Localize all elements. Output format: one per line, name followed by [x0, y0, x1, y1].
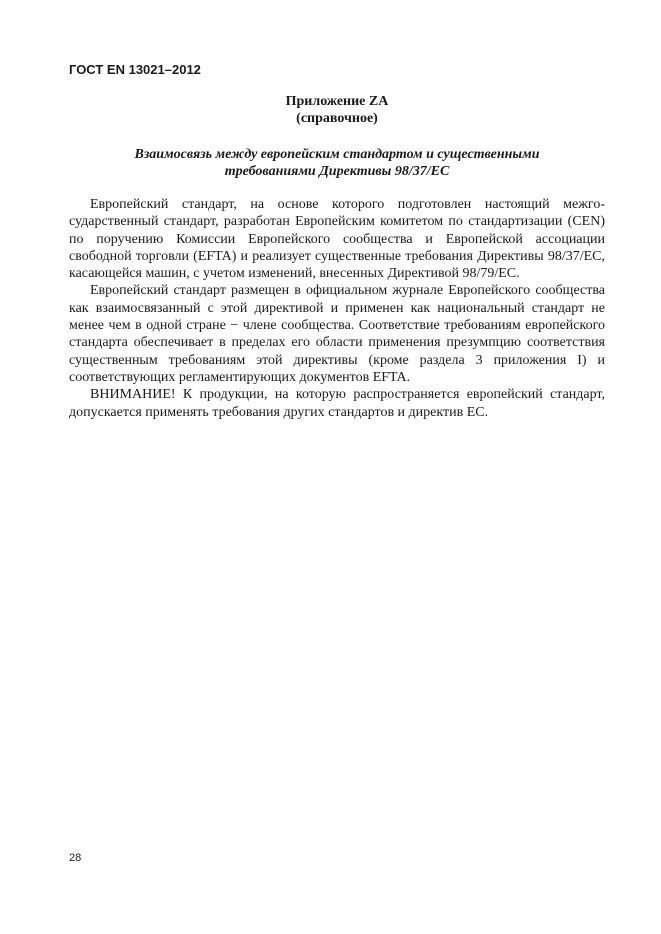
annex-title-line2: требованиями Директивы 98/37/ЕС [224, 164, 450, 179]
annex-body [69, 196, 605, 421]
body-paragraph-1: Европейский стандарт, на основе которого подготовлен настоящий межгосударственный стандарт, разработан Европейским комитетом по стандартизации (CEN) по поручению Комиссии Европейского сообщества и Европейской ассоциации свободной торговли (EFTA) и реализует существенные требования Директивы 98/37/ЕС, касающейся машин, с учетом изменений, внесенных Директивой 98/79/ЕС. [69, 197, 605, 282]
annex-heading [69, 93, 605, 127]
annex-title-line1: Взаимосвязь между европейским стандартом и существенными [134, 147, 540, 162]
page-number: 28 [69, 852, 82, 864]
annex-label: Приложение ZA [285, 94, 389, 109]
body-paragraph-2: Европейский стандарт размещен в официальном журнале Европейского сообщества как взаимосвязанный с этой директивой и применен как национальный стандарт не менее чем в одной стране − члене сообщества. Соответствие требованиям европейского стандарта обеспечивает в пределах его области применения презумпцию соответствия существенным требованиям этой директивы (кроме раздела 3 приложения I) и соответствующих регламентирующих документов EFTA. [69, 283, 605, 385]
annex-title [69, 146, 605, 180]
annex-status: (справочное) [296, 111, 378, 126]
body-paragraph-3: ВНИМАНИЕ! К продукции, на которую распространяется европейский стандарт, допускается применять требования других стандартов и директив ЕС. [69, 387, 605, 420]
standard-code-header: ГОСТ EN 13021–2012 [69, 62, 201, 77]
